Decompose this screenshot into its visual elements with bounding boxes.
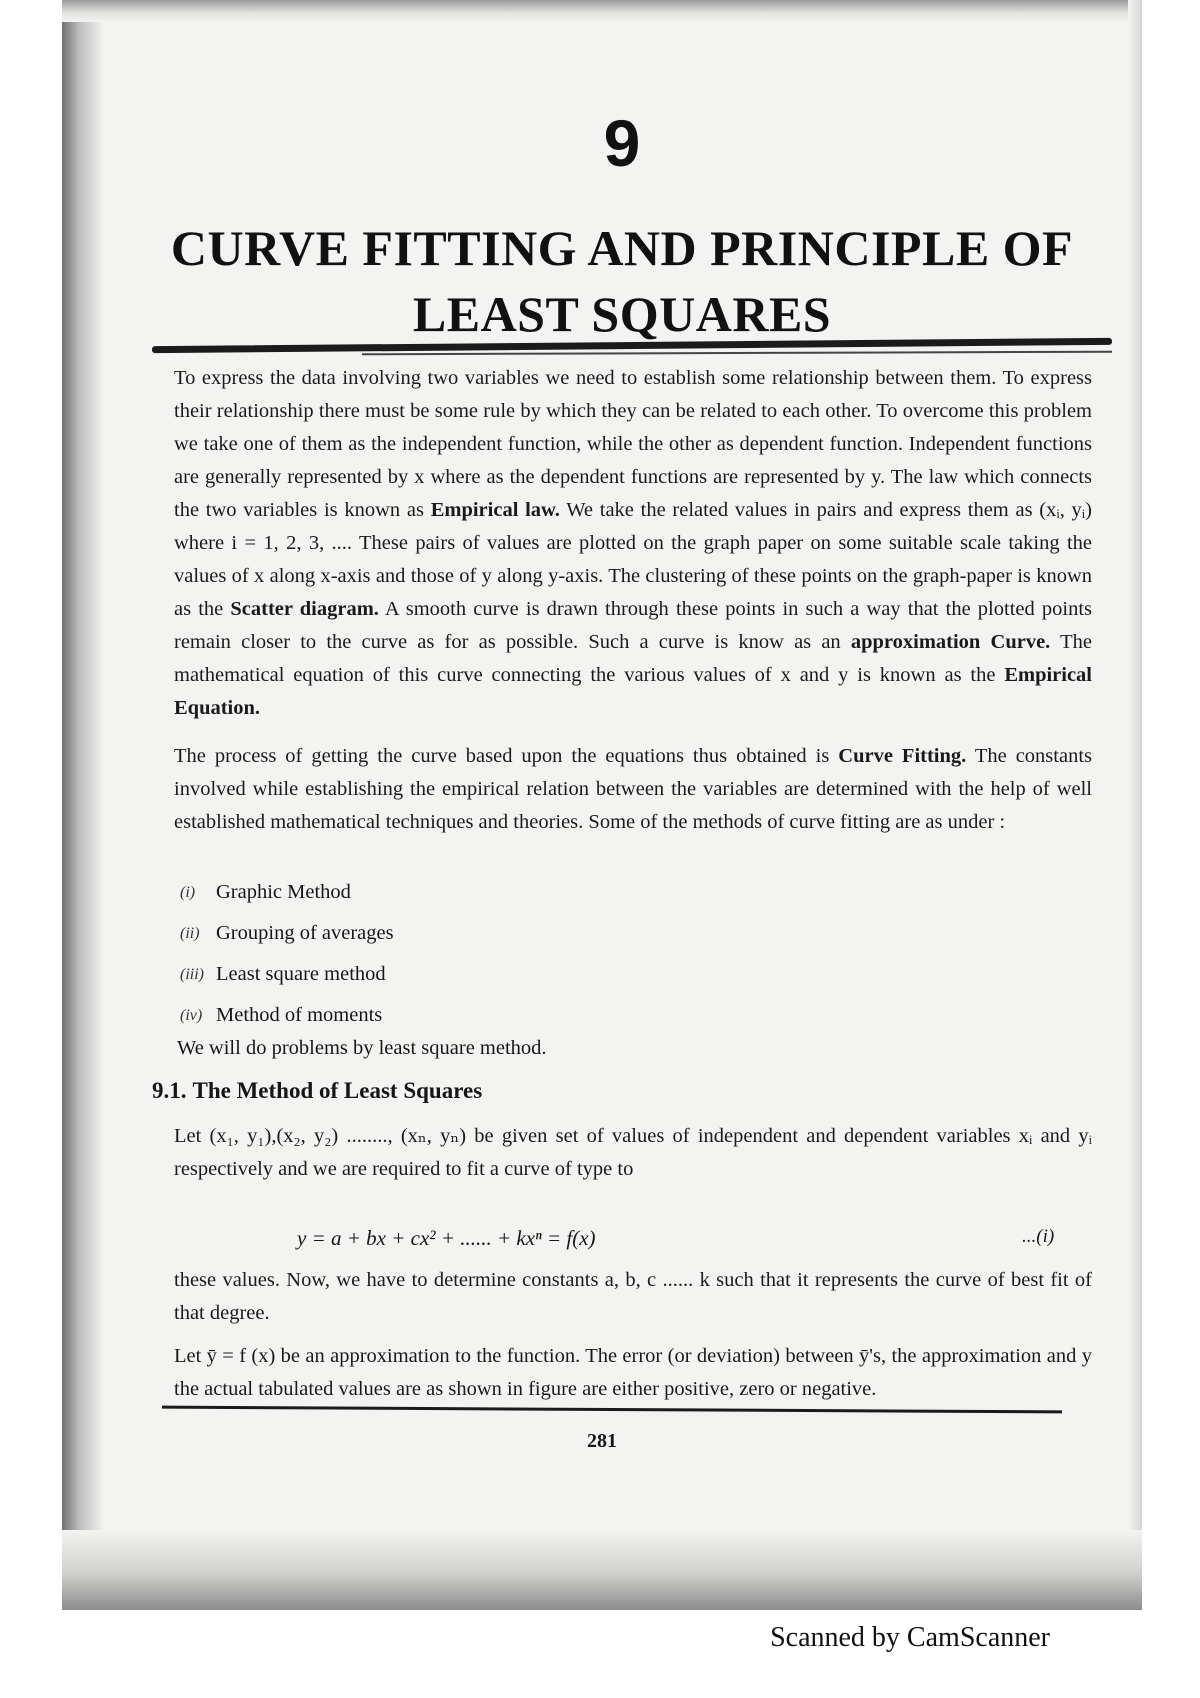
page-number: 281 [587,1430,617,1452]
title-rule-thin [362,351,1112,356]
list-item-label: Method of moments [216,1004,383,1026]
list-item-number: (ii) [180,925,200,942]
section-heading [152,1078,482,1104]
intro-text: A smooth curve is drawn through these points in such a way that the plotted points remain closer to the curve as for as possible. Such a curve is know as an [174,598,1092,653]
scanned-page [62,0,1142,1610]
methods-list [180,872,780,1036]
list-item [180,995,780,1036]
section-title: The Method of Least Squares [192,1078,483,1103]
method-note: We will do problems by least square method. [177,1037,547,1059]
term-scatter-diagram: Scatter diagram. [230,598,379,620]
list-item-label: Least square method [216,963,386,985]
intro-paragraph-2 [174,740,1092,839]
list-item-label: Graphic Method [216,881,351,903]
equation: y = a + bx + cx² + ...... + kxⁿ = f(x) [297,1226,596,1250]
list-item-number: (i) [180,884,196,901]
chapter-number: 9 [603,106,641,180]
page-top-shadow [62,0,1142,22]
page-bottom-shadow [62,1530,1142,1610]
list-item-number: (iv) [180,1007,203,1024]
intro-text: To express the data involving two variables we need to establish some relationship between them. To express their relationship there must be some rule by which they can be related to each other. To overcome this problem we take one of them as the independent function, while the other as dependent function. Independent functions are generally represented by x where as the dependent functions are represented by y. The law which connects the two variables is known as [174,367,1092,521]
term-empirical-law: Empirical law. [430,499,560,521]
page-binding-shadow [62,0,104,1610]
list-item [180,954,780,995]
page-right-edge [1128,0,1142,1610]
section-paragraph-3: Let ȳ = f (x) be an approximation to the function. The error (or deviation) between ȳ's, the approximation and y the actual tabulated values are as shown in figure are either positive, zero or negative. [174,1345,1092,1400]
section-number: 9.1. [152,1078,187,1103]
equation-label: ...(i) [1022,1226,1055,1247]
chapter-title-line1: CURVE FITTING AND PRINCIPLE OF [170,220,1074,276]
chapter-title-line2: LEAST SQUARES [412,286,832,342]
intro-paragraph-1 [174,362,1092,725]
list-item-number: (iii) [180,966,204,983]
list-item [180,872,780,913]
chapter-title [122,215,1122,347]
list-item-label: Grouping of averages [216,922,394,944]
section-paragraph-2: these values. Now, we have to determine constants a, b, c ...... k such that it represents the curve of best fit of that degree. [174,1269,1092,1324]
term-empirical-equation: Empirical Equation. [174,664,1092,719]
scanner-watermark: Scanned by CamScanner [770,1622,1050,1653]
intro-text: The constants involved while establishing the empirical relation between the variables are determined with the help of well established mathematical techniques and theories. Some of the methods of curve fitting are as under : [174,745,1093,833]
term-approximation-curve: approximation Curve. [850,631,1051,653]
intro-text: The mathematical equation of this curve connecting the various values of x and y is known as the [174,631,1092,686]
list-item [180,913,780,954]
term-curve-fitting: Curve Fitting. [838,745,967,767]
section-paragraph-1: Let (x₁, y₁),(x₂, y₂) ........, (xₙ, yₙ) be given set of values of independent and dependent variables xᵢ and yᵢ respectively and we are required to fit a curve of type to [174,1125,1092,1180]
intro-text: The process of getting the curve based upon the equations thus obtained is [174,745,839,767]
footer-rule [162,1406,1062,1414]
intro-text: We take the related values in pairs and express them as (xᵢ, yᵢ) where i = 1, 2, 3, .... These pairs of values are plotted on the graph paper on some suitable scale taking the values of x along x-axis and those of y along y-axis. The clustering of these points on the graph-paper is known as the [174,499,1092,620]
